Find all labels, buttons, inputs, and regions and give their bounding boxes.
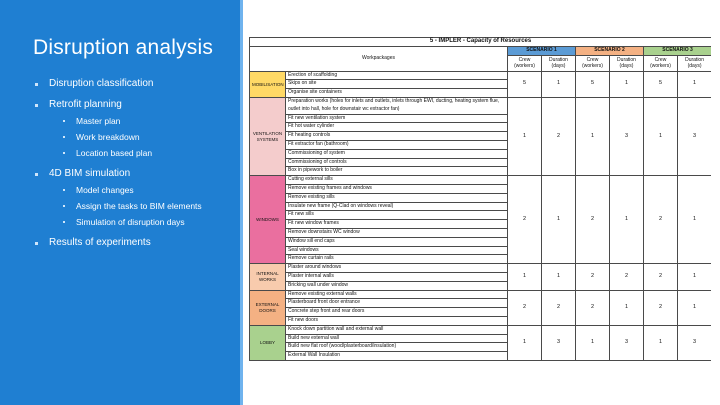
task-cell: Fit new sills: [286, 211, 508, 220]
task-cell: Bricking wall under window: [286, 281, 508, 290]
crew-value: 2: [508, 176, 542, 264]
task-cell: Preparation works (holes for inlets and outlets, inlets through EWI, ducting, heating system flue, outlet into hall, hole for downstair wc extractor fan): [286, 97, 508, 114]
scenario-2-header: SCENARIO 2: [576, 46, 644, 55]
capacity-table-wrapper: [249, 37, 711, 367]
task-cell: Commissioning of controls: [286, 158, 508, 167]
scenario-1-header: SCENARIO 1: [508, 46, 576, 55]
duration-value: 1: [678, 264, 712, 290]
crew-value: 1: [508, 325, 542, 360]
category-cell: MOBILISATION: [250, 71, 286, 97]
crew-value: 5: [576, 71, 610, 97]
crew-value: 2: [644, 264, 678, 290]
outline-subitem-work-breakdown: Work breakdown: [34, 131, 234, 143]
crew-value: 5: [508, 71, 542, 97]
task-cell: Window sill end caps: [286, 237, 508, 246]
duration-value: 1: [678, 290, 712, 325]
table-row: [250, 71, 712, 80]
task-cell: External Wall Insulation: [286, 352, 508, 361]
duration-value: 1: [542, 71, 576, 97]
duration-value: 3: [542, 325, 576, 360]
crew-value: 1: [576, 325, 610, 360]
outline-subitem-model-changes: Model changes: [34, 184, 234, 196]
crew-header: Crew (workers): [644, 55, 678, 71]
category-cell: LOBBY: [250, 325, 286, 360]
crew-header: Crew (workers): [576, 55, 610, 71]
duration-header: Duration (days): [678, 55, 712, 71]
duration-header: Duration (days): [542, 55, 576, 71]
crew-value: 5: [644, 71, 678, 97]
outline-list: [34, 78, 234, 249]
task-cell: Remove existing frames and windows: [286, 184, 508, 193]
crew-value: 1: [576, 97, 610, 175]
slide-sidebar: [0, 0, 240, 405]
task-cell: Skips on site: [286, 80, 508, 89]
duration-value: 3: [610, 325, 644, 360]
capacity-table: [249, 37, 711, 361]
category-cell: VENTILATION SYSTEMS: [250, 97, 286, 175]
task-cell: Seal windows: [286, 246, 508, 255]
crew-value: 1: [644, 97, 678, 175]
scenario-3-header: SCENARIO 3: [644, 46, 712, 55]
outline-item-disruption-classification: Disruption classification: [34, 78, 234, 90]
table-row: [250, 264, 712, 273]
task-cell: Concrete step front and rear doors: [286, 308, 508, 317]
outline-item-4d-bim-simulation: 4D BIM simulation: [34, 168, 234, 180]
task-cell: Organise site containers: [286, 89, 508, 98]
task-cell: Box in pipework to boiler: [286, 167, 508, 176]
crew-value: 1: [644, 325, 678, 360]
table-row: [250, 325, 712, 334]
duration-value: 2: [610, 264, 644, 290]
task-cell: Fit new window frames: [286, 220, 508, 229]
duration-value: 1: [542, 176, 576, 264]
task-cell: Fit heating controls: [286, 132, 508, 141]
crew-header: Crew (workers): [508, 55, 542, 71]
task-cell: Plaster around windows: [286, 264, 508, 273]
table-row: [250, 290, 712, 299]
duration-value: 1: [678, 71, 712, 97]
task-cell: Fit new doors: [286, 316, 508, 325]
workpackages-header: Workpackages: [250, 46, 508, 71]
duration-value: 2: [542, 97, 576, 175]
task-cell: Plasterboard front door entrance: [286, 299, 508, 308]
task-cell: Commissioning of system: [286, 149, 508, 158]
duration-value: 2: [542, 290, 576, 325]
outline-subitem-assign-tasks: Assign the tasks to BIM elements: [34, 200, 234, 212]
category-cell: INTERNAL WORKS: [250, 264, 286, 290]
task-cell: Plaster internal walls: [286, 272, 508, 281]
category-cell: WINDOWS: [250, 176, 286, 264]
crew-value: 2: [576, 290, 610, 325]
task-cell: Insulate new frame (Q-Clad on windows reveal): [286, 202, 508, 211]
task-cell: Remove existing sills: [286, 193, 508, 202]
sidebar-edge: [240, 0, 243, 405]
crew-value: 2: [644, 176, 678, 264]
task-cell: Remove curtain rails: [286, 255, 508, 264]
task-cell: Remove existing external walls: [286, 290, 508, 299]
task-cell: Cutting external sills: [286, 176, 508, 185]
outline-item-retrofit-planning: Retrofit planning: [34, 99, 234, 111]
duration-value: 1: [678, 176, 712, 264]
task-cell: Fit extractor fan (bathroom): [286, 140, 508, 149]
category-cell: EXTERNAL DOORS: [250, 290, 286, 325]
crew-value: 1: [508, 97, 542, 175]
outline-subitem-simulation-days: Simulation of disruption days: [34, 216, 234, 228]
crew-value: 2: [576, 176, 610, 264]
duration-header: Duration (days): [610, 55, 644, 71]
task-cell: Fit new ventilation system: [286, 114, 508, 123]
crew-value: 2: [508, 290, 542, 325]
crew-value: 2: [576, 264, 610, 290]
duration-value: 1: [542, 264, 576, 290]
task-cell: Build new flat roof (wood/plasterboard/insulation): [286, 343, 508, 352]
duration-value: 1: [610, 71, 644, 97]
task-cell: Erection of scaffolding: [286, 71, 508, 80]
table-title: 5 - IMPLER - Capacity of Resources: [250, 38, 712, 47]
slide-title: Disruption analysis: [33, 36, 214, 59]
task-cell: Knock down partition wall and external wall: [286, 325, 508, 334]
outline-item-results-of-experiments: Results of experiments: [34, 237, 234, 249]
duration-value: 3: [610, 97, 644, 175]
duration-value: 1: [610, 176, 644, 264]
duration-value: 1: [610, 290, 644, 325]
table-row: [250, 97, 712, 114]
task-cell: Fit hot water cylinder: [286, 123, 508, 132]
task-cell: Remove downstairs WC window: [286, 228, 508, 237]
duration-value: 3: [678, 97, 712, 175]
outline-subitem-master-plan: Master plan: [34, 115, 234, 127]
table-row: [250, 176, 712, 185]
outline-subitem-location-based-plan: Location based plan: [34, 147, 234, 159]
duration-value: 3: [678, 325, 712, 360]
crew-value: 2: [644, 290, 678, 325]
task-cell: Build new external wall: [286, 334, 508, 343]
crew-value: 1: [508, 264, 542, 290]
